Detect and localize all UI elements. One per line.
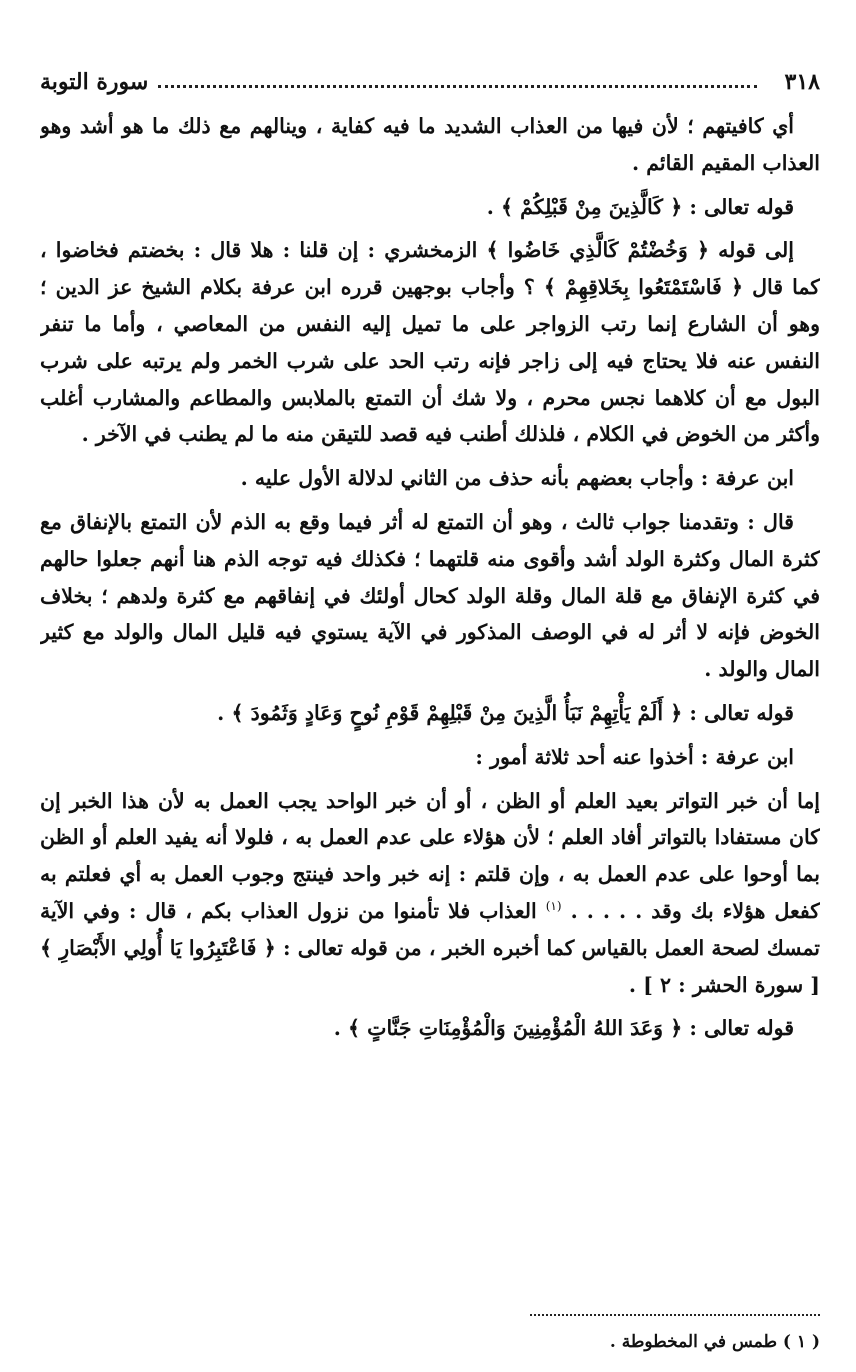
paragraph-9: قوله تعالى : ﴿ وَعَدَ اللهُ الْمُؤْمِنِينَ وَالْمُؤْمِنَاتِ جَنَّاتٍ ﴾ . [333, 1016, 794, 1041]
page-body [40, 108, 820, 1198]
paragraph-3: إلى قوله ﴿ وَخُضْتُمْ كَالَّذِي خَاضُوا ﴾ الزمخشري : إن قلنا : هلا قال : بخضتم فخاضوا ، كما قال ﴿ فَاسْتَمْتَعُوا بِخَلاقِهِمْ ﴾ ؟ وأجاب بوجهين قرره ابن عرفة بكلام الشيخ عز الدين ؛ وهو أن الشارع إنما رتب الزواجر على ما تميل إليه النفس من المعاصي ، وأما ما تنفر النفس عنه فلا يحتاج فيه إلى زاجر فإنه رتب الحد على شرب الخمر ولم يرتبه على شرب البول مع أن كلاهما نجس محرم ، ولا شك أن التمتع بالملابس والمطاعم والمشارب أغلب وأكثر من الخوض في الكلام ، فلذلك أطنب فيه قصد للتيقن منه ما لم يطنب في الآخر . [40, 238, 820, 447]
footnote: ( ١ ) طمس في المخطوطة . [609, 1332, 820, 1352]
paragraph-1: أي كافيتهم ؛ لأن فيها من العذاب الشديد ما فيه كفاية ، وينالهم مع ذلك ما هو أشد وهو العذاب المقيم القائم . [40, 114, 820, 175]
page-header [40, 62, 820, 102]
paragraph-6: قوله تعالى : ﴿ أَلَمْ يَأْتِهِمْ نَبَأُ الَّذِينَ مِنْ قَبْلِهِمْ قَوْمِ نُوحٍ وَعَادٍ وَثَمُودَ ﴾ . [217, 700, 794, 725]
paragraph-4: ابن عرفة : وأجاب بعضهم بأنه حذف من الثاني لدلالة الأول عليه . [240, 466, 794, 491]
paragraph-8-text: إما أن خبر التواتر بعيد العلم أو الظن ، أو أن خبر الواحد يجب العمل به لأن هذا الخبر إن كان مستفادا بالتواتر أفاد العلم ؛ لأن هؤلاء على عدم العمل به ، فلولا أنه يفيد العلم أو الظن بما أوحوا على عدم العمل به ، وإن قلتم : إنه خبر واحد فينتج وجوب العمل به أي فعلتم به كفعل هؤلاء بك وقد . . . . . [40, 788, 820, 923]
footnote-reference: (١) [545, 899, 562, 914]
page-number: ٣١٨ [784, 69, 820, 95]
footnote-separator [530, 1314, 820, 1316]
paragraph-2: قوله تعالى : ﴿ كَالَّذِينَ مِنْ قَبْلِكُمْ ﴾ . [486, 194, 794, 219]
header-dotted-rule [158, 85, 756, 88]
paragraph-7: ابن عرفة : أخذوا عنه أحد ثلاثة أمور : [475, 744, 794, 769]
surah-title: سورة التوبة [40, 69, 149, 95]
paragraph-8-continued: العذاب فلا تأمنوا من نزول العذاب بكم ، قال : وفي الآية تمسك لصحة العمل بالقياس كما أخبره الخبر ، من قوله تعالى : ﴿ فَاعْتَبِرُوا يَا أُولِي الأَبْصَارِ ﴾ [ سورة الحشر : ٢ ] . [40, 898, 820, 997]
paragraph-5: قال : وتقدمنا جواب ثالث ، وهو أن التمتع له أثر فيما وقع به الذم لأن التمتع بالإنفاق مع كثرة المال وكثرة الولد أشد وأقوى منه قلتهما ؛ فكذلك فيه توجه الذم هنا أنهم جعلوا حالهم في كثرة الإنفاق مع قلة المال وقلة الولد كحال أولئك في إنفاقهم مع كثرة ولدهم ؛ بخلاف الخوض فإنه لا أثر له في الوصف المذكور في الآية يستوي فيه قليل المال والولد مع كثير المال والولد . [40, 509, 820, 682]
paragraph-8 [40, 783, 820, 1004]
